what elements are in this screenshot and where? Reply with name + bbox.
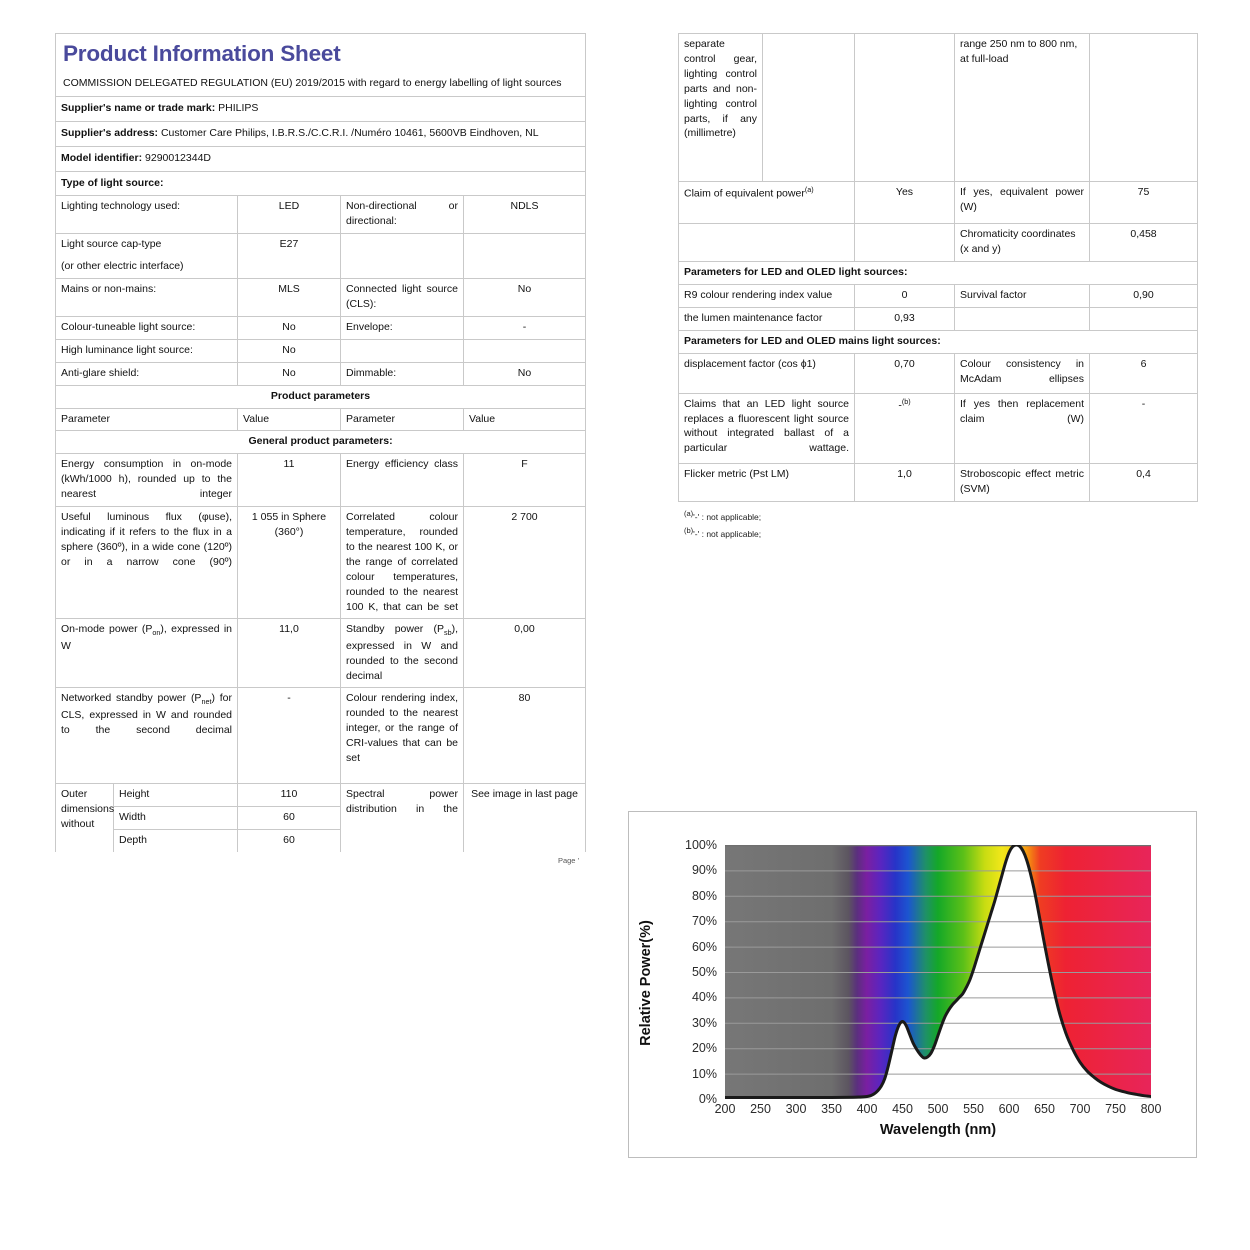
standby-power-label: Standby power $(P_{sb})$, expressed in W and rounded to the second decimal bbox=[341, 619, 464, 688]
x-tick-label: 650 bbox=[1034, 1102, 1055, 1116]
lumen-maintenance-value: 0,93 bbox=[855, 307, 955, 330]
x-tick-label: 500 bbox=[927, 1102, 949, 1116]
continued-param-blank1 bbox=[763, 34, 855, 182]
mains-heading-row bbox=[679, 330, 1198, 353]
led-oled-heading: Parameters for LED and OLED light sources: bbox=[679, 262, 1198, 285]
footnote-b-marker: (b) bbox=[684, 525, 694, 535]
x-tick-label: 800 bbox=[1140, 1102, 1162, 1116]
y-tick-label: 0% bbox=[698, 1092, 717, 1106]
model-identifier-row bbox=[56, 146, 586, 171]
spectral-distribution-label: Spectral power distribution in the bbox=[341, 784, 464, 852]
equivalent-power-label: If yes, equivalent power (W) bbox=[955, 182, 1090, 224]
table-row bbox=[56, 688, 586, 784]
led-oled-heading-row bbox=[679, 262, 1198, 285]
displacement-factor-value: 0,70 bbox=[855, 353, 955, 393]
x-tick-label: 750 bbox=[1105, 1102, 1126, 1116]
cct-value: 2 700 bbox=[464, 507, 586, 619]
footnote-a bbox=[684, 509, 1197, 523]
cap-type-empty-value bbox=[464, 234, 586, 279]
cap-type-line1: Light source cap-type bbox=[61, 238, 162, 251]
non-directional-value: NDLS bbox=[464, 196, 586, 234]
table-row bbox=[56, 454, 586, 507]
product-information-sheet-right-column bbox=[678, 33, 1197, 540]
col-header-value-1: Value bbox=[238, 408, 341, 431]
chromaticity-blank-value bbox=[855, 224, 955, 262]
continued-param-label: separate control gear, lighting control parts and non-lighting control parts, if any (millimetre) bbox=[679, 34, 763, 182]
anti-glare-label: Anti-glare shield: bbox=[56, 362, 238, 385]
networked-standby-value: - bbox=[238, 688, 341, 784]
x-tick-label: 400 bbox=[856, 1102, 878, 1116]
dimension-name-height: Height bbox=[114, 784, 238, 807]
equivalent-power-claim-label: Claim of equivalent power$^{(a)}$ bbox=[679, 182, 855, 224]
high-luminance-value: No bbox=[238, 339, 341, 362]
y-tick-label: 30% bbox=[691, 1015, 717, 1030]
general-parameters-heading-row bbox=[56, 431, 586, 454]
x-tick-label: 250 bbox=[750, 1102, 771, 1116]
product-information-sheet-left-column bbox=[55, 33, 585, 865]
footnote-marker-a: (a) bbox=[804, 185, 814, 194]
model-identifier-value: 9290012344D bbox=[145, 151, 211, 164]
envelope-value: - bbox=[464, 316, 586, 339]
replacement-claim-value: - bbox=[1090, 393, 1198, 463]
colour-consistency-label: Colour consistency in McAdam ellipses bbox=[955, 353, 1090, 393]
dimmable-label: Dimmable: bbox=[341, 362, 464, 385]
energy-consumption-value: 11 bbox=[238, 454, 341, 507]
regulation-text: COMMISSION DELEGATED REGULATION (EU) 2019/2015 with regard to energy labelling of light sources bbox=[56, 75, 586, 96]
x-axis-label: Wavelength (nm) bbox=[879, 1122, 997, 1138]
x-tick-label: 550 bbox=[963, 1102, 984, 1116]
replacement-claim-label: If yes then replacement claim (W) bbox=[955, 393, 1090, 463]
footnote-a-text: '-' : not applicable; bbox=[693, 511, 762, 522]
left-table bbox=[55, 33, 586, 852]
footnote-b-text: '-' : not applicable; bbox=[693, 528, 762, 539]
type-of-light-source-label: Type of light source: bbox=[56, 171, 586, 196]
chromaticity-value: 0,458 bbox=[1090, 224, 1198, 262]
spectrum-svg bbox=[725, 845, 1151, 1099]
r9-value: 0 bbox=[855, 284, 955, 307]
fluorescent-replacement-label: Claims that an LED light source replaces a fluorescent light source without integrated ballast of a particular wattage. bbox=[679, 393, 855, 463]
right-table bbox=[678, 33, 1198, 502]
product-parameters-heading-row bbox=[56, 385, 586, 408]
y-tick-label: 60% bbox=[691, 939, 717, 954]
supplier-address-value: Customer Care Philips, I.B.R.S./C.C.R.I. /Numéro 10461, 5600VB Eindhoven, NL bbox=[160, 126, 539, 139]
dimension-value-depth: 60 bbox=[238, 830, 341, 852]
product-parameters-heading: Product parameters bbox=[56, 385, 586, 408]
y-tick-label: 40% bbox=[691, 990, 717, 1005]
spectral-range-blank bbox=[1090, 34, 1198, 182]
flux-sub: use bbox=[208, 511, 226, 524]
luminous-flux-label: Useful luminous flux (φuse), indicating if it refers to the flux in a sphere (360º), in a wide cone (120º) or in a narrow cone (90º) bbox=[56, 507, 238, 619]
anti-glare-value: No bbox=[238, 362, 341, 385]
table-row bbox=[679, 284, 1198, 307]
supplier-name-cell bbox=[56, 96, 586, 121]
x-tick-label: 450 bbox=[892, 1102, 913, 1116]
table-row bbox=[679, 224, 1198, 262]
col-header-value-2: Value bbox=[464, 408, 586, 431]
table-row bbox=[56, 507, 586, 619]
dimension-name-width: Width bbox=[114, 807, 238, 830]
footnote-a-marker: (a) bbox=[684, 508, 694, 518]
y-tick-label: 100% bbox=[685, 838, 717, 852]
cri-label: Colour rendering index, rounded to the nearest integer, or the range of CRI-values that can be set bbox=[341, 688, 464, 784]
table-row bbox=[56, 234, 586, 279]
y-axis-label: Relative Power(%) bbox=[638, 920, 654, 1046]
table-row bbox=[679, 353, 1198, 393]
energy-class-value: F bbox=[464, 454, 586, 507]
table-row bbox=[56, 316, 586, 339]
y-tick-label: 90% bbox=[691, 863, 717, 878]
cls-label: Connected light source (CLS): bbox=[341, 279, 464, 317]
luminous-flux-value: 1 055 in Sphere (360°) bbox=[238, 507, 341, 619]
page-number-mark: ' bbox=[577, 856, 579, 866]
supplier-name-value: PHILIPS bbox=[218, 101, 259, 114]
table-row bbox=[679, 463, 1198, 501]
x-tick-label: 600 bbox=[998, 1102, 1020, 1116]
table-row bbox=[56, 619, 586, 688]
r9-label: R9 colour rendering index value bbox=[679, 284, 855, 307]
lighting-technology-value: LED bbox=[238, 196, 341, 234]
lumen-maintenance-label: the lumen maintenance factor bbox=[679, 307, 855, 330]
spectral-range-label: range 250 nm to 800 nm, at full-load bbox=[955, 34, 1090, 182]
footnote-b bbox=[684, 526, 1197, 540]
supplier-name-label: Supplier's name or trade mark: bbox=[61, 101, 216, 114]
dimension-value-height: 110 bbox=[238, 784, 341, 807]
cct-label: Correlated colour temperature, rounded to the nearest 100 K, or the range of correlated colour temperatures, rounded to the nearest 100 K, that can be set bbox=[341, 507, 464, 619]
cap-type-label bbox=[56, 234, 238, 279]
envelope-label: Envelope: bbox=[341, 316, 464, 339]
colour-tuneable-label: Colour-tuneable light source: bbox=[56, 316, 238, 339]
y-tick-label: 70% bbox=[691, 914, 717, 929]
high-luminance-empty-param bbox=[341, 339, 464, 362]
supplier-address-row bbox=[56, 121, 586, 146]
energy-consumption-label: Energy consumption in on-mode (kWh/1000 h), rounded up to the nearest integer bbox=[56, 454, 238, 507]
on-mode-power-value: 11,0 bbox=[238, 619, 341, 688]
chart-plot-area bbox=[725, 845, 1151, 1099]
displacement-factor-label: displacement factor (cos ϕ1) bbox=[679, 353, 855, 393]
cri-value: 80 bbox=[464, 688, 586, 784]
survival-factor-label: Survival factor bbox=[955, 284, 1090, 307]
title-row bbox=[56, 34, 586, 75]
chromaticity-blank-param bbox=[679, 224, 855, 262]
y-tick-label: 80% bbox=[691, 888, 717, 903]
col-header-parameter-1: Parameter bbox=[56, 408, 238, 431]
chromaticity-label: Chromaticity coordinates (x and y) bbox=[955, 224, 1090, 262]
cap-type-empty-param bbox=[341, 234, 464, 279]
fluorescent-replacement-value: -$^{(b)}$ bbox=[855, 393, 955, 463]
flicker-metric-label: Flicker metric (Pst LM) bbox=[679, 463, 855, 501]
outer-dimensions-label: Outer dimensions without bbox=[56, 784, 114, 852]
table-row bbox=[56, 784, 586, 807]
cap-type-line2: (or other electric interface) bbox=[61, 260, 184, 273]
lighting-technology-label: Lighting technology used: bbox=[56, 196, 238, 234]
standby-power-value: 0,00 bbox=[464, 619, 586, 688]
regulation-row bbox=[56, 75, 586, 96]
lumen-maintenance-blank-param bbox=[955, 307, 1090, 330]
y-tick-label: 20% bbox=[691, 1041, 717, 1056]
spectral-distribution-value: See image in last page bbox=[464, 784, 586, 852]
mains-label: Mains or non-mains: bbox=[56, 279, 238, 317]
footnotes bbox=[678, 509, 1197, 541]
equivalent-power-value: 75 bbox=[1090, 182, 1198, 224]
supplier-address-cell bbox=[56, 121, 586, 146]
on-mode-power-label: On-mode power $(P_{on})$, expressed in W bbox=[56, 619, 238, 688]
table-row bbox=[56, 279, 586, 317]
cls-value: No bbox=[464, 279, 586, 317]
page-footer: Page ' bbox=[557, 856, 579, 866]
energy-class-label: Energy efficiency class bbox=[341, 454, 464, 507]
cap-type-value: E27 bbox=[238, 234, 341, 279]
flicker-metric-value: 1,0 bbox=[855, 463, 955, 501]
column-header-row bbox=[56, 408, 586, 431]
y-axis-ticks bbox=[673, 812, 717, 1157]
col-header-parameter-2: Parameter bbox=[341, 408, 464, 431]
table-row bbox=[56, 339, 586, 362]
page-title: Product Information Sheet bbox=[63, 41, 341, 66]
high-luminance-empty-value bbox=[464, 339, 586, 362]
table-row bbox=[679, 34, 1198, 182]
continued-param-blank2 bbox=[855, 34, 955, 182]
y-tick-label: 50% bbox=[691, 965, 717, 979]
colour-consistency-value: 6 bbox=[1090, 353, 1198, 393]
x-axis-ticks bbox=[714, 1102, 1162, 1120]
networked-standby-label: Networked standby power $(P_{net})$ for CLS, expressed in W and rounded to the second decimal bbox=[56, 688, 238, 784]
model-identifier-cell bbox=[56, 146, 586, 171]
model-identifier-label: Model identifier: bbox=[61, 151, 143, 164]
x-tick-label: 300 bbox=[785, 1102, 807, 1116]
spectral-power-distribution-chart bbox=[628, 811, 1197, 1158]
lumen-maintenance-blank-value bbox=[1090, 307, 1198, 330]
x-tick-label: 700 bbox=[1069, 1102, 1091, 1116]
supplier-address-label: Supplier's address: bbox=[61, 126, 159, 139]
table-row bbox=[679, 182, 1198, 224]
table-row bbox=[679, 393, 1198, 463]
type-of-light-source-row bbox=[56, 171, 586, 196]
table-row bbox=[56, 196, 586, 234]
survival-factor-value: 0,90 bbox=[1090, 284, 1198, 307]
x-tick-label: 200 bbox=[714, 1102, 736, 1116]
general-parameters-heading: General product parameters: bbox=[56, 431, 586, 454]
mains-value: MLS bbox=[238, 279, 341, 317]
table-row bbox=[679, 307, 1198, 330]
non-directional-label: Non-directional or directional: bbox=[341, 196, 464, 234]
colour-tuneable-value: No bbox=[238, 316, 341, 339]
dimmable-value: No bbox=[464, 362, 586, 385]
table-row bbox=[56, 362, 586, 385]
x-tick-label: 350 bbox=[821, 1102, 842, 1116]
supplier-name-row bbox=[56, 96, 586, 121]
y-tick-label: 10% bbox=[691, 1066, 717, 1081]
high-luminance-label: High luminance light source: bbox=[56, 339, 238, 362]
dimension-name-depth: Depth bbox=[114, 830, 238, 852]
equivalent-power-claim-value: Yes bbox=[855, 182, 955, 224]
mains-heading: Parameters for LED and OLED mains light sources: bbox=[679, 330, 1198, 353]
dimension-value-width: 60 bbox=[238, 807, 341, 830]
stroboscopic-value: 0,4 bbox=[1090, 463, 1198, 501]
stroboscopic-label: Stroboscopic effect metric (SVM) bbox=[955, 463, 1090, 501]
footnote-marker-b: (b) bbox=[901, 396, 911, 406]
